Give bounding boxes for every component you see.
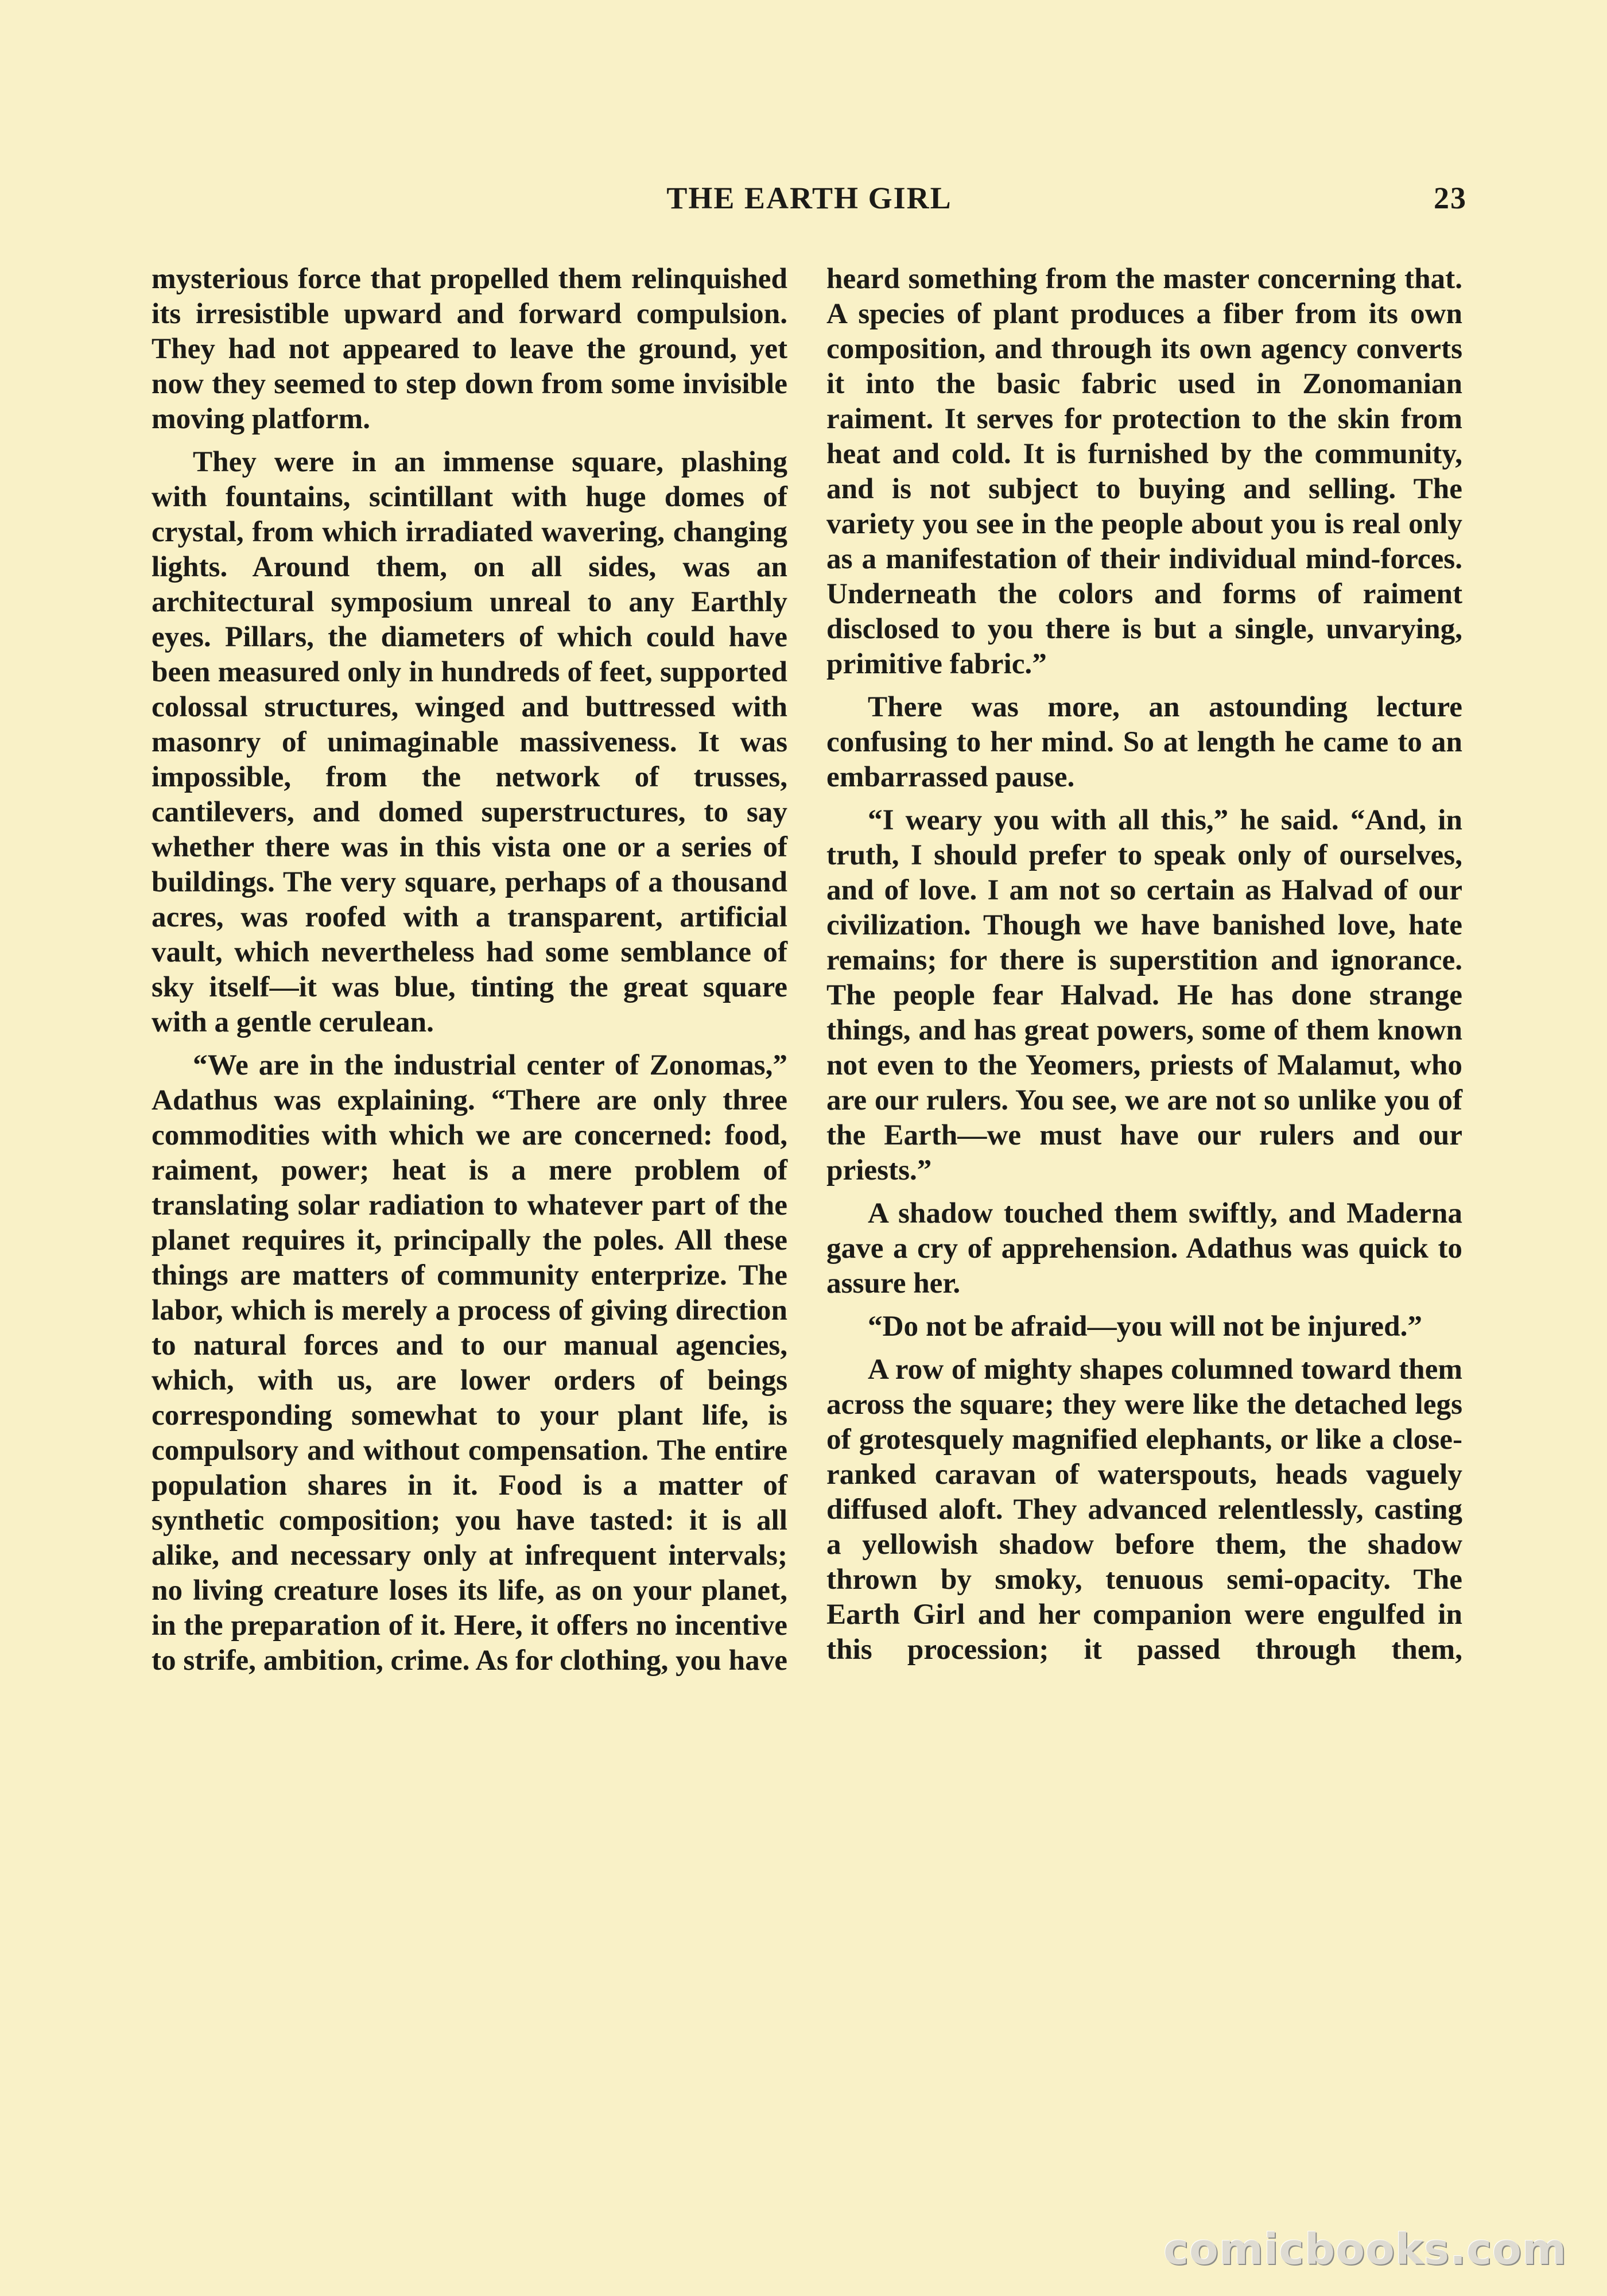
book-title: THE EARTH GIRL	[666, 181, 952, 215]
right-column	[826, 261, 1462, 1675]
page-number: 23	[1434, 181, 1467, 215]
paragraph: “We are in the industrial center of Zonomas,” Adathus was explaining. “There are only three commodities with which we are concerned: food, raiment, power; heat is a mere problem of translating solar radiation to whatever part of the planet requires it, principally the poles. All these things are matters of community enterprize. The labor, which is merely a process of giving direction to natural forces and to our manual agencies, which, with us, are lower orders of beings corresponding somewhat to your plant life, is compulsory and without compensation. The entire population shares in it. Food is a matter of synthetic composition; you have tasted: it is all alike, and necessary only at infrequent intervals; no living creature loses its life, as on your planet, in the preparation of it. Here, it offers no incentive to strife, ambition, crime. As for clothing, you have	[152, 1049, 788, 1677]
paragraph: A row of mighty shapes columned toward them across the square; they were like the detached legs of grotesquely magnified elephants, or like a close-ranked caravan of waterspouts, heads vaguely diffused aloft. They advanced relentlessly, casting a yellowish shadow before them, the shadow thrown by smoky, tenuous semi-opacity. The Earth Girl and her companion were engulfed in this procession; it passed through them,	[826, 1353, 1462, 1666]
paragraph: “I weary you with all this,” he said. “And, in truth, I should prefer to speak only of ourselves, and of love. I am not so certain as Halvad of our civilization. Though we have banished love, hate remains; for there is superstition and ignorance. The people fear Halvad. He has done strange things, and has great powers, some of them known not even to the Yeomers, priests of Malamut, who are our rulers. You see, we are not so unlike you of the Earth—we must have our rulers and our priests.”	[826, 804, 1462, 1186]
paragraph: “Do not be afraid—you will not be injured.”	[868, 1310, 1423, 1343]
paragraph: mysterious force that propelled them relinquished its irresistible upward and forward compulsion. They had not appeared to leave the ground, yet now they seemed to step down from some invisible moving platform.	[152, 262, 787, 435]
paragraph: A shadow touched them swiftly, and Maderna gave a cry of apprehension. Adathus was quick to assure her.	[826, 1197, 1462, 1300]
paragraph: heard something from the master concerning that. A species of plant produces a fiber from its own composition, and through its own agency converts it into the basic fabric used in Zonomanian raiment. It serves for protection to the skin from heat and cold. It is furnished by the community, and is not subject to buying and selling. The variety you see in the people about you is real only as a manifestation of their individual mind-forces. Underneath the colors and forms of raiment disclosed to you there is but a single, unvarying, primitive fabric.”	[826, 262, 1462, 680]
site-watermark: comicbooks.com	[1163, 2225, 1567, 2274]
paragraph: They were in an immense square, plashing with fountains, scintillant with huge domes of crystal, from which irradiated wavering, changing lights. Around them, on all sides, was an architectural symposium unreal to any Earthly eyes. Pillars, the diameters of which could have been measured only in hundreds of feet, supported colossal structures, winged and buttressed with masonry of unimaginable massiveness. It was impossible, from the network of trusses, cantilevers, and domed superstructures, to say whether there was in this vista one or a series of buildings. The very square, perhaps of a thousand acres, was roofed with a transparent, artificial vault, which nevertheless had some semblance of sky itself—it was blue, tinting the great square with a gentle cerulean.	[152, 445, 787, 1038]
paragraph: There was more, an astounding lecture confusing to her mind. So at length he came to an embarrassed pause.	[826, 691, 1462, 793]
left-column	[152, 261, 787, 1686]
running-head	[152, 180, 1467, 217]
